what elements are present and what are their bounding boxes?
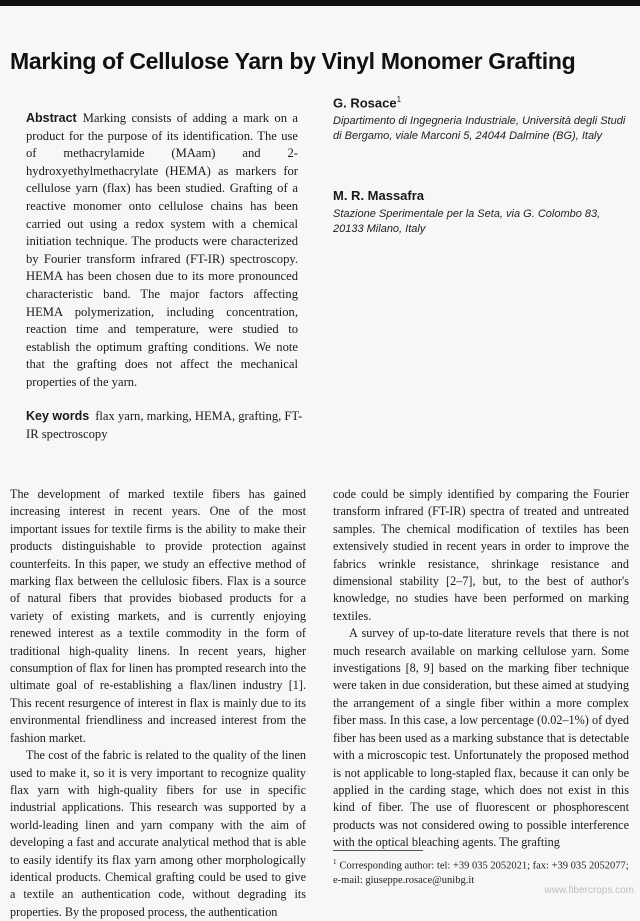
body-paragraph: A survey of up-to-date literature revels that there is not much research available on marking cellulose yarn. Some investigations [8, 9] based on the marking fiber technique were taken in due consideration, but these aimed at studying the arrangement of a single fiber within a more complex fiber mass. In this case, a low percentage (0.02–1%) of dyed fiber has been used as a marking substance that is detectable with a microscopic test. Unfortunately the proposed method is not applicable to long-stapled flax, because it can only be applied in the carding stage, which does not exist in this kind of fiber. The use of fluorescent or phosphorescent products was not considered owing to possible interference with the optical bleaching agents. The grafting (333, 626, 629, 850)
author-affiliation: Dipartimento di Ingegneria Industriale, Università degli Studi di Bergamo, viale Marconi 5, 24044 Dalmine (BG), Italy (333, 115, 626, 143)
top-rule (0, 0, 640, 6)
body-column-right (333, 486, 629, 852)
keywords-text: flax yarn, marking, HEMA, grafting, FT-IR spectroscopy (26, 409, 303, 441)
body-paragraph: The cost of the fabric is related to the quality of the linen used to make it, so it is very important to recognize quality flax yarn with high-quality fibers for use in specific industrial applications. This research was supported by a world-leading linen and yarn company with the aim of developing a fast and accurate analytical method that is able to easily identify its flax yarn among other morphologically identical products. Chemical grafting could be used to give a textile an authentication code, without degrading its properties. By the proposed process, the authentication (10, 748, 306, 919)
watermark: www.fibercrops.com (544, 885, 634, 896)
page-title: Marking of Cellulose Yarn by Vinyl Monomer Grafting (10, 48, 576, 74)
abstract (26, 110, 298, 392)
author-block-2 (333, 188, 628, 237)
abstract-text: Marking consists of adding a mark on a product for the purpose of its identification. The use of methacrylamide (MAam) and 2-hydroxyethylmethacrylate (HEMA) as markers for cellulose yarn (flax) has been studied. Grafting of a reactive monomer onto cellulose chains has been carried out using a redox system with a chemical initiation technique. The products were characterized by Fourier transform infrared (FT-IR) spectroscopy. HEMA has been chosen due to its more pronounced characteristic band. The major factors affecting HEMA polymerization, including concentration, reaction time and temperature, were studied to establish the optimum grafting conditions. We note that the grafting does not affect the mechanical properties of the yarn. (26, 111, 298, 389)
author-block-1 (333, 95, 628, 144)
author-affiliation: Stazione Sperimentale per la Seta, via G. Colombo 83, 20133 Milano, Italy (333, 208, 601, 235)
author-name: M. R. Massafra (333, 188, 425, 203)
footnote-text: Corresponding author: tel: +39 035 2052021; fax: +39 035 2052077; e-mail: giuseppe.rosace@unibg.it (333, 860, 629, 886)
keywords-heading: Key words (26, 409, 90, 423)
footnote (333, 855, 633, 888)
keywords (26, 408, 311, 443)
abstract-heading: Abstract (26, 111, 77, 125)
body-paragraph: The development of marked textile fibers has gained increasing interest in recent years. One of the most important issues for textile firms is the ability to make their products distinguishable to provide protection against counterfeits. In this paper, we study an effective method of marking flax between the cellulosic fibers. Flax is a source of natural fibers that provides biobased products for a variety of existing markets, and is currently enjoying renewed interest as a textile commodity in the form of traditional high-quality linens. In recent years, higher consumption of flax for linen has prompted research into the ultimate goal of re-establishing a flax/linen industry [1]. This recent resurgence of interest in flax is mainly due to its environmental friendliness and increased interest from the fashion market. (10, 487, 306, 745)
author-name: G. Rosace$^1$ (333, 95, 402, 111)
body-paragraph: code could be simply identified by comparing the Fourier transform infrared (FT-IR) spectra of treated and untreated samples. The chemical modification of textiles has been extensively studied in recent years in order to improve the fabrics wrinkle resistance, shrinkage resistance and dimensional stability [2–7], but, to the best of author's knowledge, no studies have been performed on marking textiles. (333, 487, 629, 623)
footnote-rule (333, 850, 423, 851)
body-column-left (10, 486, 306, 921)
author-footnote-mark: 1 (396, 95, 402, 104)
footnote-mark: 1 (333, 858, 337, 866)
